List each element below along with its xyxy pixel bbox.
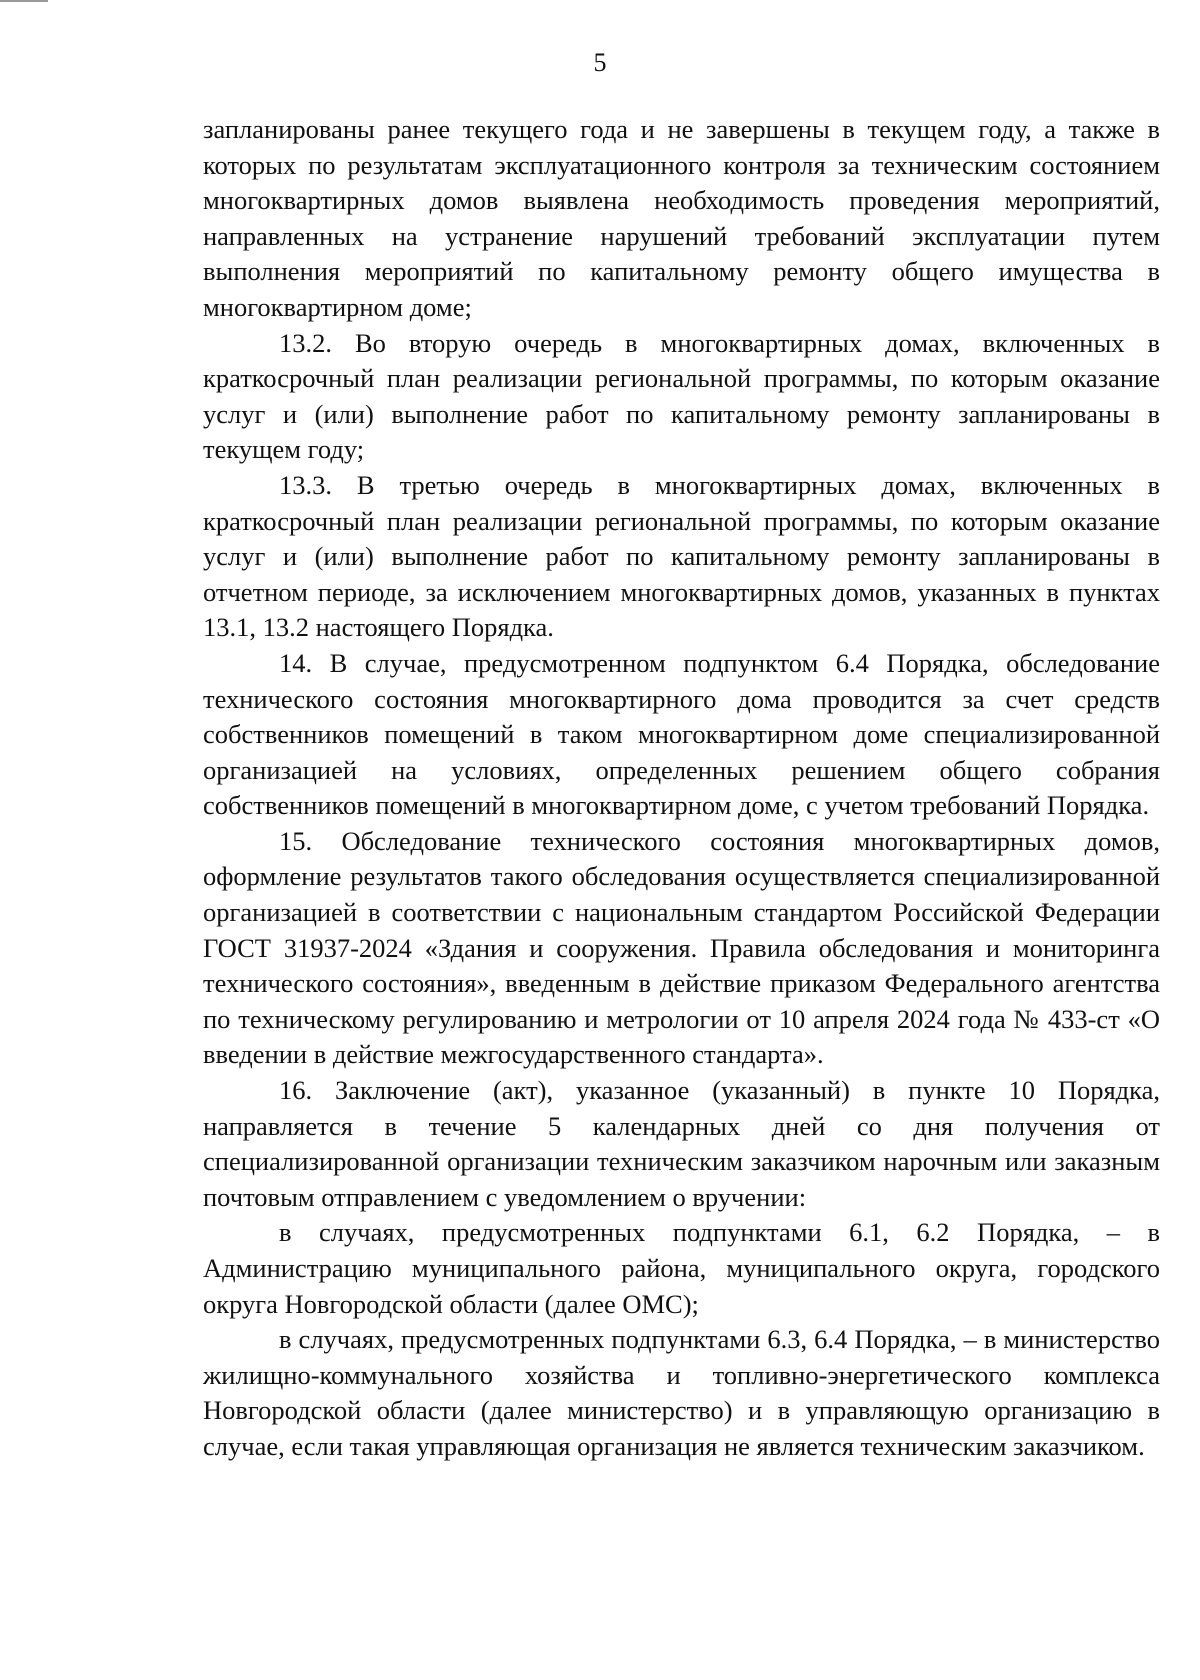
paragraph-15: 15. Обследование технического состояния многоквартирных домов, оформление результатов такого обследования осуществляется специализированной организацией в соответствии с национальным стандартом Российской Федерации ГОСТ 31937-2024 «Здания и сооружения. Правила обследования и мониторинга технического состояния», введенным в действие приказом Федерального агентства по техническому регулированию и метрологии от 10 апреля 2024 года № 433-ст «О введении в действие межгосударственного стандарта». [203,825,1160,1070]
scan-corner-mark [0,0,48,2]
page-number: 5 [593,48,607,77]
paragraph-16-item-ministry: в случаях, предусмотренных подпунктами 6.3, 6.4 Порядка, – в министерство жилищно-коммунального хозяйства и топливно-энергетического комплекса Новгородской области (далее министерство) и в управляющую организацию в случае, если такая управляющая организация не является техническим заказчиком. [203,1324,1160,1461]
paragraph-16-item-oms: в случаях, предусмотренных подпунктами 6.1, 6.2 Порядка, – в Администрацию муниципального района, муниципального округа, городского округа Новгородской области (далее ОМС); [203,1217,1160,1319]
paragraph-13-3: 13.3. В третью очередь в многоквартирных домах, включенных в краткосрочный план реализации региональной программы, по которым оказание услуг и (или) выполнение работ по капитальному ремонту запланированы в отчетном периоде, за исключением многоквартирных домов, указанных в пунктах 13.1, 13.2 настоящего Порядка. [203,469,1160,643]
paragraph: запланированы ранее текущего года и не завершены в текущем году, а также в которых по результатам эксплуатационного контроля за техническим состоянием многоквартирных домов выявлена необходимость проведения мероприятий, направленных на устранение нарушений требований эксплуатации путем выполнения мероприятий по капитальному ремонту общего имущества в многоквартирном доме; [203,114,1160,322]
document-body [203,112,1160,1465]
paragraph-16: 16. Заключение (акт), указанное (указанный) в пункте 10 Порядка, направляется в течение 5 календарных дней со дня получения от специализированной организации техническим заказчиком нарочным или заказным почтовым отправлением с уведомлением о вручении: [203,1075,1160,1212]
paragraph-13-2: 13.2. Во вторую очередь в многоквартирных домах, включенных в краткосрочный план реализации региональной программы, по которым оказание услуг и (или) выполнение работ по капитальному ремонту запланированы в текущем году; [203,327,1160,465]
paragraph-14: 14. В случае, предусмотренном подпунктом 6.4 Порядка, обследование технического состояния многоквартирного дома проводится за счет средств собственников помещений в таком многоквартирном доме специализированной организацией на условиях, определенных решением общего собрания собственников помещений в многоквартирном доме, с учетом требований Порядка. [203,647,1160,821]
